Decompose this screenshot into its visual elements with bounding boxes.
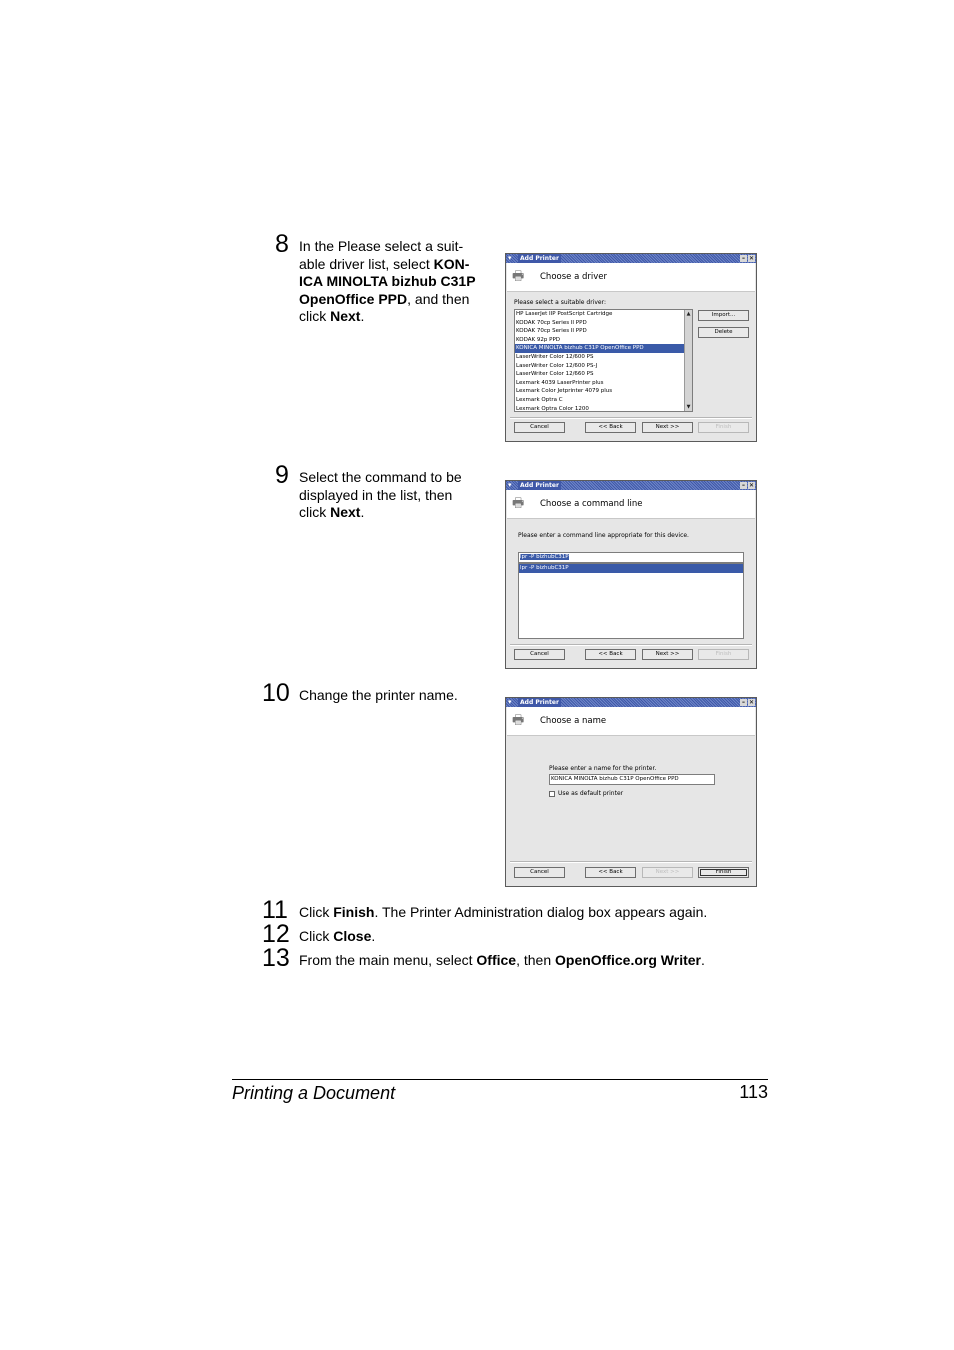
- finish-button[interactable]: Finish: [698, 422, 749, 433]
- driver-prompt: Please select a suitable driver:: [514, 299, 606, 306]
- default-printer-checkbox[interactable]: [549, 791, 555, 797]
- driver-list-item[interactable]: LaserWriter Color 12/660 PS: [516, 371, 594, 378]
- cancel-button[interactable]: Cancel: [514, 867, 565, 878]
- command-input-value: lpr -P bizhubC31P: [520, 554, 569, 560]
- text-run: click: [299, 504, 331, 520]
- finish-button[interactable]: Finish: [698, 649, 749, 660]
- scroll-up-icon[interactable]: ▲: [686, 311, 691, 317]
- delete-button[interactable]: Delete: [698, 327, 749, 338]
- driver-list[interactable]: [514, 309, 693, 412]
- driver-list-item[interactable]: Lexmark Optra C: [516, 396, 563, 403]
- bold-term: KON-: [433, 255, 470, 272]
- dialog-titlebar[interactable]: [506, 481, 756, 490]
- text-run: displayed in the list, then: [299, 486, 453, 503]
- driver-list-item[interactable]: LaserWriter Color 12/600 PS-J: [516, 362, 598, 369]
- text-run: Select the command to be: [299, 469, 462, 485]
- scroll-down-icon[interactable]: ▼: [686, 404, 691, 410]
- driver-list-item[interactable]: KODAK 70cp Series II PPD: [516, 328, 587, 335]
- dialog-heading: Choose a command line: [540, 499, 643, 509]
- dialog-separator: [510, 644, 752, 646]
- driver-list-item[interactable]: KODAK 70cp Series II PPD: [516, 319, 587, 326]
- printer-icon: 🖶: [512, 269, 525, 284]
- text-run: able driver list, select: [299, 255, 434, 272]
- step-line: [299, 904, 759, 922]
- cancel-button[interactable]: Cancel: [514, 422, 565, 433]
- dialog-separator: [510, 417, 752, 419]
- window-menu-icon[interactable]: ▾: [508, 698, 512, 706]
- text-run: .: [371, 928, 376, 944]
- driver-list-item[interactable]: LaserWriter Color 12/600 PS: [516, 353, 594, 360]
- text-run: Click: [299, 904, 334, 920]
- step-8-number: 8: [275, 230, 289, 258]
- printer-icon: 🖶: [512, 496, 525, 511]
- step-12-number: 12: [262, 920, 290, 948]
- bold-term: Next: [330, 308, 361, 324]
- bold-term: Close: [333, 928, 372, 944]
- command-list[interactable]: [518, 563, 744, 639]
- import-button[interactable]: Import...: [698, 310, 749, 321]
- next-button[interactable]: Next >>: [642, 867, 693, 878]
- page-number: 113: [739, 1082, 768, 1102]
- default-printer-label: Use as default printer: [558, 790, 624, 797]
- back-button[interactable]: << Back: [585, 867, 636, 878]
- list-item[interactable]: lpr -P bizhubC31P: [519, 564, 743, 573]
- dialog-title: Add Printer: [520, 482, 559, 489]
- next-button[interactable]: Next >>: [642, 422, 693, 433]
- driver-list-scrollbar[interactable]: [684, 310, 692, 411]
- step-line: [299, 291, 489, 309]
- bold-term: Office: [476, 952, 517, 968]
- finish-button[interactable]: Finish: [698, 867, 749, 878]
- step-11-text: [299, 904, 759, 922]
- step-line: [299, 273, 489, 291]
- printer-icon: 🖶: [512, 713, 525, 728]
- step-line: [299, 308, 489, 326]
- dialog-titlebar[interactable]: [506, 698, 756, 707]
- footer-title: Printing a Document: [232, 1083, 396, 1103]
- step-line: [299, 487, 489, 505]
- footer-rule: [232, 1079, 768, 1080]
- step-line: [299, 687, 489, 705]
- step-line: [299, 504, 489, 522]
- step-line: [299, 928, 759, 946]
- bold-term: OpenOffice PPD: [299, 290, 408, 307]
- text-run: From the main menu, select: [299, 952, 477, 968]
- step-8-text: [299, 238, 489, 326]
- step-11-number: 11: [262, 896, 288, 924]
- step-line: [299, 238, 489, 256]
- text-run: .: [360, 504, 365, 520]
- dialog-heading: Choose a name: [540, 716, 607, 726]
- dialog-separator: [510, 861, 752, 863]
- step-10-text: [299, 687, 489, 705]
- command-input[interactable]: [518, 552, 744, 563]
- dialog-heading: Choose a driver: [540, 272, 607, 282]
- bold-term: Finish: [333, 904, 375, 920]
- driver-list-item[interactable]: KODAK 92p PPD: [516, 336, 560, 343]
- name-prompt: Please enter a name for the printer.: [549, 765, 657, 772]
- step-line: [299, 952, 759, 970]
- step-13-text: [299, 952, 759, 970]
- driver-list-item[interactable]: Lexmark 4039 LaserPrinter plus: [516, 379, 604, 386]
- back-button[interactable]: << Back: [585, 649, 636, 660]
- dialog-title: Add Printer: [520, 699, 559, 706]
- step-line: [299, 256, 489, 274]
- dialog-titlebar[interactable]: [506, 254, 756, 263]
- step-9-text: [299, 469, 489, 522]
- window-menu-icon[interactable]: ▾: [508, 481, 512, 489]
- bold-term: Next: [330, 504, 361, 520]
- back-button[interactable]: << Back: [585, 422, 636, 433]
- close-icon[interactable]: ✕: [748, 255, 755, 262]
- add-printer-command-dialog: [505, 480, 757, 669]
- minimize-icon[interactable]: –: [742, 255, 745, 262]
- close-icon[interactable]: ✕: [748, 699, 755, 706]
- text-run: , then: [516, 952, 556, 968]
- add-printer-driver-dialog: [505, 253, 757, 442]
- text-run: , and then: [407, 290, 470, 307]
- minimize-icon[interactable]: –: [742, 482, 745, 489]
- step-12-text: [299, 928, 759, 946]
- dialog-header: [507, 707, 755, 736]
- dialog-header: [507, 490, 755, 519]
- driver-list-item[interactable]: Lexmark Optra Color 1200: [516, 405, 589, 412]
- step-13-number: 13: [262, 944, 290, 972]
- dialog-header: [507, 263, 755, 292]
- driver-list-item[interactable]: HP LaserJet IIP PostScript Cartridge: [516, 311, 613, 317]
- dialog-title: Add Printer: [520, 255, 559, 262]
- bold-term: ICA MINOLTA bizhub C31P: [299, 273, 476, 289]
- text-run: Click: [299, 928, 334, 944]
- driver-list-item[interactable]: KONICA MINOLTA bizhub C31P OpenOffice PPD: [515, 344, 684, 353]
- window-menu-icon[interactable]: ▾: [508, 254, 512, 262]
- text-run: Change the printer name.: [299, 687, 458, 703]
- bold-term: OpenOffice.org Writer: [555, 952, 701, 968]
- text-run: . The Printer Administration dialog box appears again.: [374, 904, 708, 920]
- minimize-icon[interactable]: –: [742, 699, 745, 706]
- text-run: .: [360, 308, 365, 324]
- step-9-number: 9: [275, 461, 289, 489]
- close-icon[interactable]: ✕: [748, 482, 755, 489]
- text-run: In the Please select a suit-: [299, 238, 464, 254]
- printer-name-input[interactable]: KONICA MINOLTA bizhub C31P OpenOffice PPD: [549, 774, 715, 785]
- step-line: [299, 469, 489, 487]
- add-printer-name-dialog: [505, 697, 757, 887]
- command-prompt: Please enter a command line appropriate for this device.: [518, 532, 689, 539]
- text-run: .: [701, 952, 705, 968]
- step-10-number: 10: [262, 679, 290, 707]
- cancel-button[interactable]: Cancel: [514, 649, 565, 660]
- driver-list-item[interactable]: Lexmark Color Jetprinter 4079 plus: [516, 388, 613, 395]
- text-run: click: [299, 308, 331, 324]
- next-button[interactable]: Next >>: [642, 649, 693, 660]
